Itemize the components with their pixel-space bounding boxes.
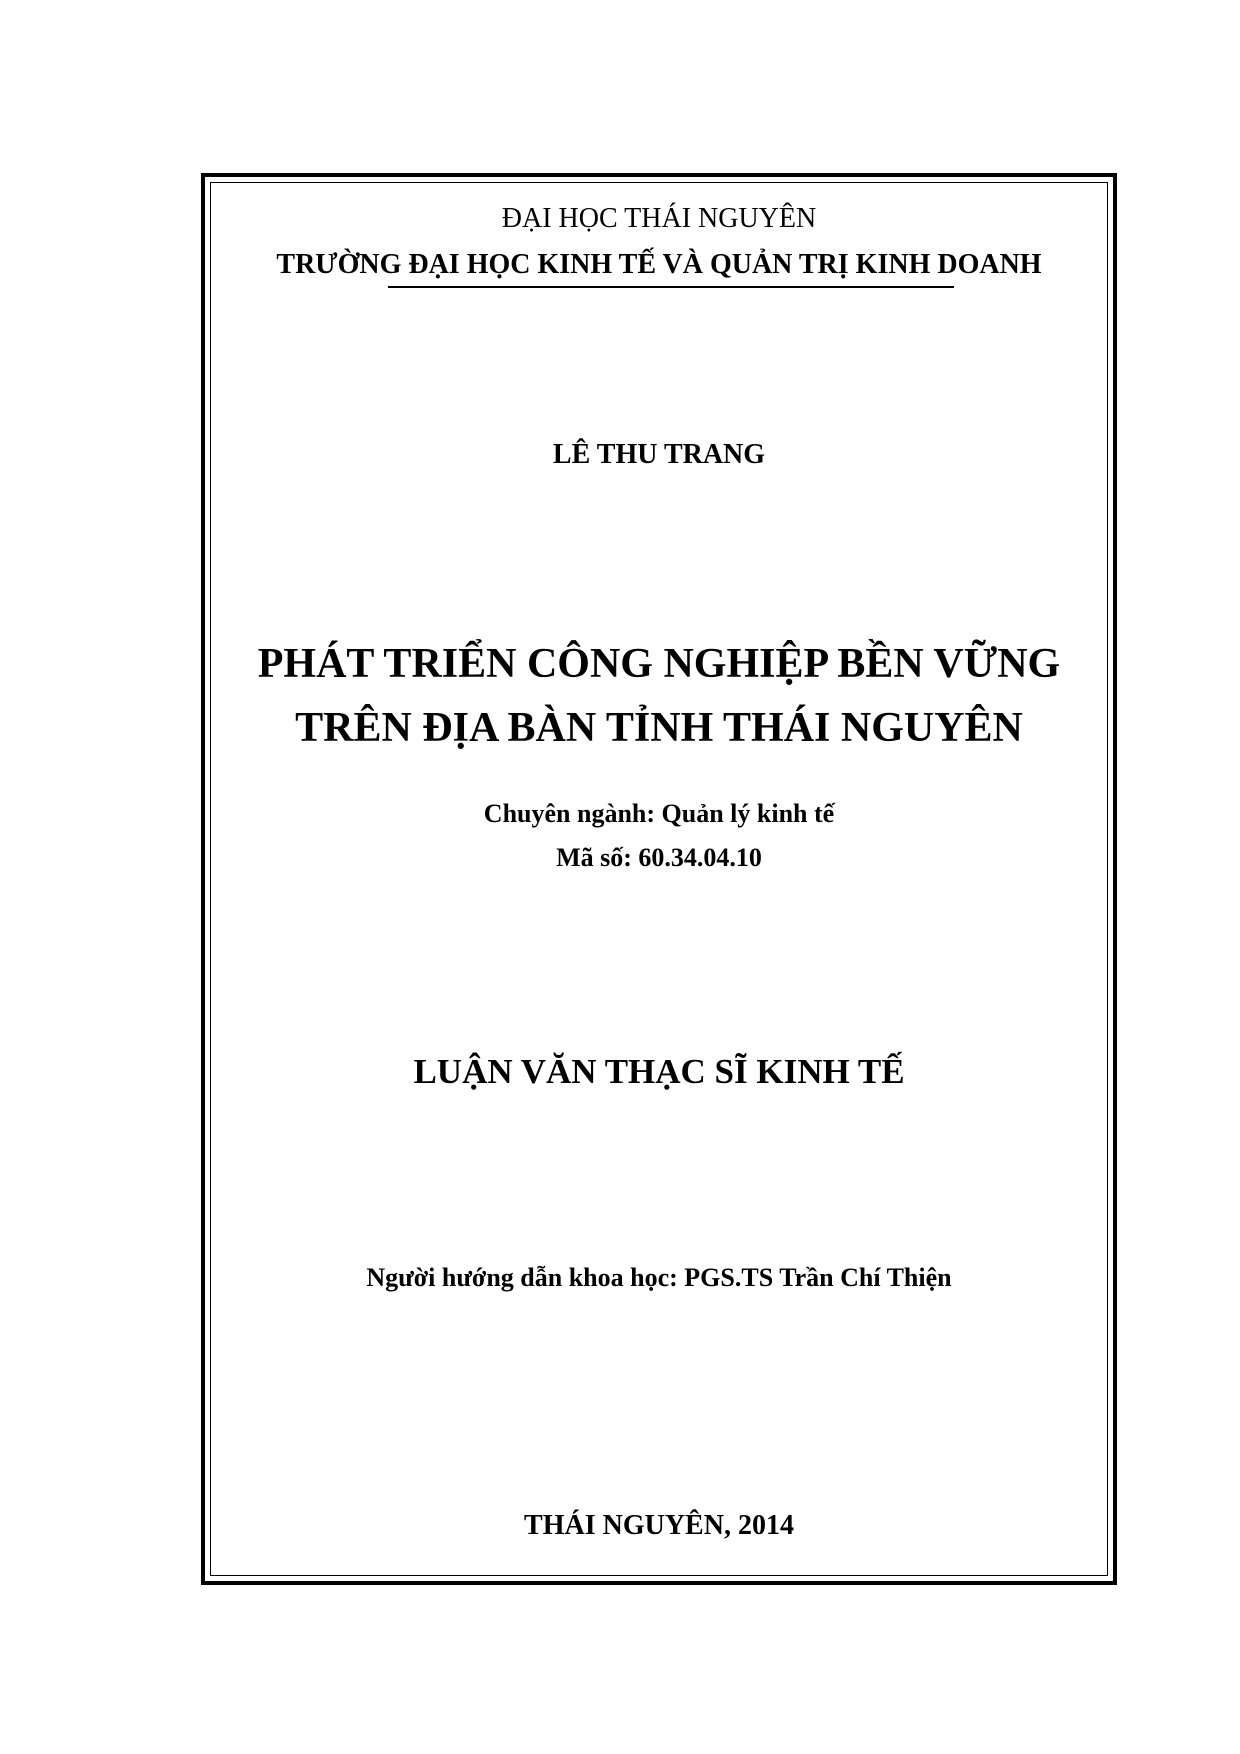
supervisor: Người hướng dẫn khoa học: PGS.TS Trần Chí Thiện	[366, 1263, 952, 1292]
thesis-title-line-1: PHÁT TRIỂN CÔNG NGHIỆP BỀN VỮNG	[257, 641, 1061, 687]
school-name: TRƯỜNG ĐẠI HỌC KINH TẾ VÀ QUẢN TRỊ KINH DOANH	[276, 249, 1042, 280]
cover-border-inner	[210, 182, 1108, 1576]
specialty-code: Mã số: 60.34.04.10	[556, 843, 762, 872]
thesis-type: LUẬN VĂN THẠC SĨ KINH TẾ	[413, 1052, 905, 1091]
thesis-title-line-2: TRÊN ĐỊA BÀN TỈNH THÁI NGUYÊN	[295, 705, 1023, 751]
specialty: Chuyên ngành: Quản lý kinh tế	[483, 799, 835, 828]
university-name: ĐẠI HỌC THÁI NGUYÊN	[501, 203, 817, 234]
author-name: LÊ THU TRANG	[552, 439, 766, 470]
school-name-underline	[388, 286, 954, 288]
place-year: THÁI NGUYÊN, 2014	[524, 1510, 794, 1541]
